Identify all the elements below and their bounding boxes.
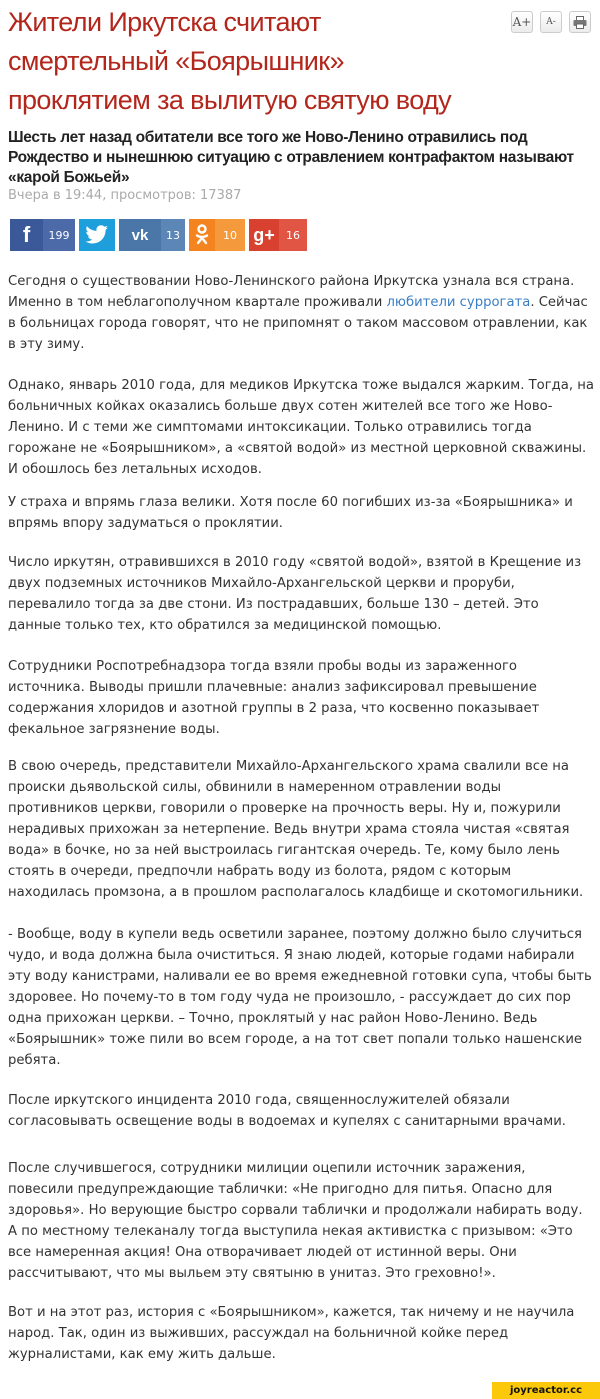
printer-icon (573, 16, 587, 29)
vk-icon: vk (119, 219, 161, 251)
vk-share-button[interactable] (119, 219, 185, 251)
joyreactor-watermark: joyreactor.cc (492, 1382, 600, 1399)
paragraph-9: После случившегося, сотрудники милиции оцепили источник заражения, повесили предупреждающие таблички: «Не пригодно для питья. Опасно для здоровья». Но верующие быстро сорвали таблички и продолжали набирать воду. А по местному телеканалу тогда выступила некая активистка с призывом: «Это все намеренная акция! Она отворачивает людей от истинной веры. Они рассчитывают, что мы выльем эту святыню в унитаз. Это греховно!». (8, 1161, 583, 1281)
google-plus-icon: g+ (249, 219, 279, 251)
gplus-share-count: 16 (279, 219, 307, 251)
paragraph-2: Однако, январь 2010 года, для медиков Иркутска тоже выдался жарким. Тогда, на больничных койках оказались больше двух сотен жителей все того же Ново-Ленино. И с теми же симптомами интоксикации. Только отравились тогда горожане не «Боярышником», а «святой водой» из местной церковной скважины. И обошлось без летальных исходов. (8, 378, 594, 477)
print-button[interactable] (569, 11, 591, 33)
facebook-share-button[interactable] (10, 219, 75, 251)
facebook-share-count: 199 (43, 219, 75, 251)
paragraph-10: Вот и на этот раз, история с «Боярышником», кажется, так ничему и не научила народ. Так, один из выживших, рассуждал на больничной койке перед журналистами, как ему жить дальше. (8, 1305, 575, 1362)
odnoklassniki-icon (189, 219, 215, 251)
paragraph-1: Сегодня о существовании Ново-Ленинского района Иркутска узнала вся страна. Именно в том неблагополучном квартале проживали любители суррогата. Сейчас в больницах города говорят, что не припомнят о таком массовом отравлении, как в эту зиму. (8, 274, 588, 352)
gplus-share-button[interactable] (249, 219, 307, 251)
paragraph-4: Число иркутян, отравившихся в 2010 году «святой водой», взятой в Крещение из двух подземных источников Михайло-Архангельской церкви и проруби, перевалило тогда за две стони. Из пострадавших, больше 130 – детей. Это данные только тех, кто обратился за медицинской помощью. (8, 555, 582, 633)
paragraph-5: Сотрудники Роспотребнадзора тогда взяли пробы воды из зараженного источника. Выводы пришли плачевные: анализ зафиксировал превышение содержания хлоридов и азотной группы в 2 раза, что косвенно показывает фекальное загрязнение воды. (8, 659, 540, 737)
article-title: Жители Иркутска считают смертельный «Боярышник» проклятием за вылитую святую воду (8, 7, 452, 115)
twitter-share-button[interactable] (79, 219, 115, 251)
surrogate-lovers-link[interactable]: любители суррогата (386, 295, 531, 310)
article-tools (511, 11, 591, 33)
share-bar (10, 219, 307, 251)
font-decrease-button[interactable]: A- (540, 11, 562, 33)
paragraph-7: - Вообще, воду в купели ведь осветили заранее, поэтому должно было случиться чудо, и вода должна была очиститься. Я знаю людей, которые годами набирали эту воду канистрами, наливали ее во время ежедневной готовки супа, чтобы быть здоровее. Но почему-то в том году чуда не произошло, - рассуждает до сих пор одна прихожан церкви. – Точно, проклятый у нас район Ново-Ленино. Ведь «Боярышник» тоже пили во всем городе, а на тот свет попали только нашенские ребята. (8, 927, 592, 1068)
paragraph-8: После иркутского инцидента 2010 года, священнослужителей обязали согласовывать освещение воды в водоемах и купелях с санитарными врачами. (8, 1093, 566, 1129)
article-subtitle: Шесть лет назад обитатели все того же Ново-Ленино отравились под Рождество и нынешнюю ситуацию с отравлением контрафактом называют «карой Божьей» (8, 129, 574, 186)
twitter-bird-icon (79, 219, 115, 251)
ok-share-count: 10 (215, 219, 245, 251)
paragraph-3: У страха и впрямь глаза велики. Хотя после 60 погибших из-за «Боярышника» и впрямь впору задуматься о проклятии. (8, 495, 573, 531)
font-increase-button[interactable]: A+ (511, 11, 533, 33)
paragraph-6: В свою очередь, представители Михайло-Архангельского храма свалили все на происки дьявольской силы, обвинили в намеренном отравлении воды противников церкви, говорили о проверке на прочность веры. Ну и, пожурили нерадивых прихожан за нетерпение. Ведь внутри храма стояла чистая «святая вода» в бочке, но за ней выстроилась гигантская очередь. Те, кому было лень стоять в очереди, предпочли набрать воду из болота, рядом с которым находилась промзона, а в прошлом располагалось кладбище и скотомогильники. (8, 759, 584, 900)
article-meta: Вчера в 19:44, просмотров: 17387 (8, 188, 242, 203)
vk-share-count: 13 (161, 219, 185, 251)
ok-share-button[interactable] (189, 219, 245, 251)
facebook-icon: f (10, 219, 43, 251)
